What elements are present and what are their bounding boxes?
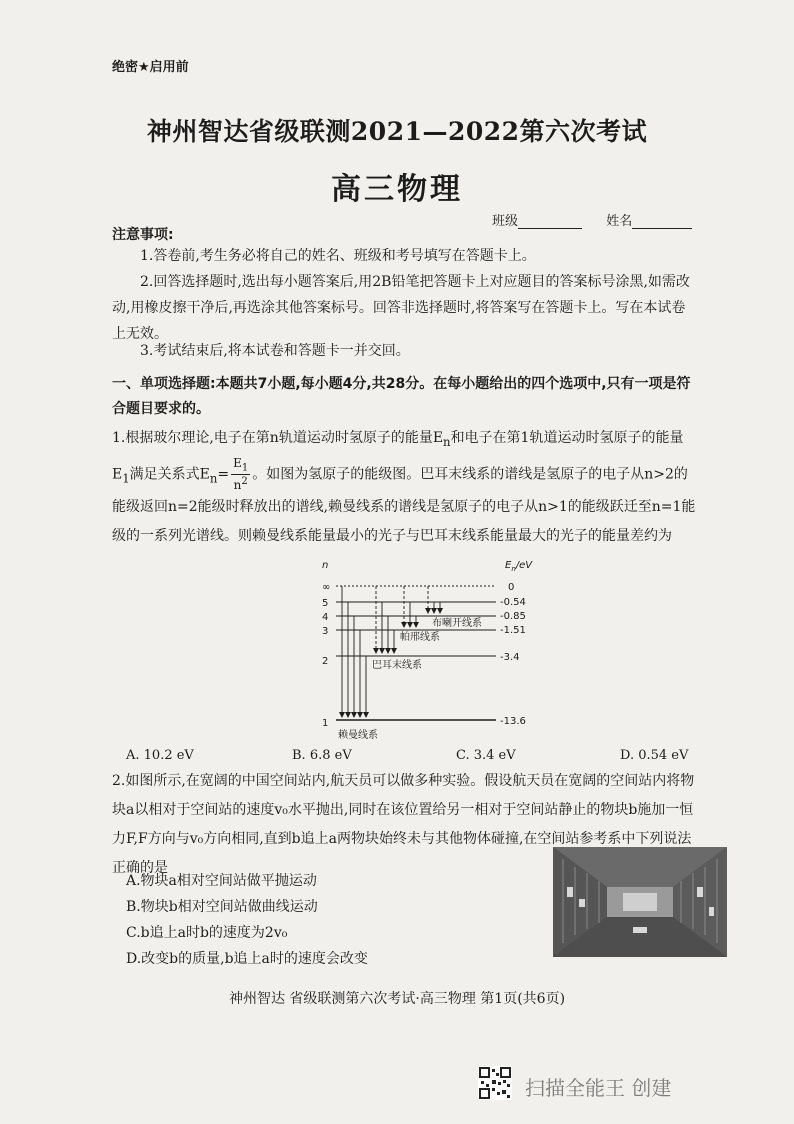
q1-frac-num-sub: 1 [241,462,249,474]
level-e-4: -0.85 [500,611,526,622]
notice-item-2: 2.回答选择题时,选出每小题答案后,用2B铅笔把答题卡上对应题目的答案标号涂黑,如需改动,用橡皮擦干净后,再选涂其他答案标号。回答非选择题时,将答案写在答题卡上。写在本试卷上无效。 [112,274,690,342]
level-n-1: 1 [322,718,329,729]
level-n-3: 3 [322,626,329,637]
q1-sub-c: n [209,471,218,486]
q2-option-a: A.物块a相对空间站做平抛运动 [126,873,317,889]
q1-option-a: A. 10.2 eV [126,748,194,763]
notice-title: 注意事项: [112,227,174,243]
exam-title: 神州智达省级联测2021—2022第六次考试 [146,117,648,146]
q1-frac-den: n [233,478,242,493]
confidential-label: 绝密★启用前 [112,60,189,75]
q1-frac-den-sup: 2 [241,476,248,488]
notice-item-3: 3.考试结束后,将本试卷和答题卡一并交回。 [140,343,410,359]
level-n-5: 5 [322,598,329,609]
page-footer: 神州智达 省级联测第六次考试·高三物理 第1页(共6页) [228,991,566,1007]
q2-option-c: C.b追上a时b的速度为2v₀ [126,925,288,941]
label-lyman: 赖曼线系 [338,730,378,741]
q2-option-b: B.物块b相对空间站做曲线运动 [126,899,318,915]
scanner-watermark: 扫描全能王 创建 [525,1076,672,1100]
subject-title: 高三物理 [331,172,463,207]
label-balmer: 巴耳末线系 [372,660,422,671]
question-2-stem: 2.如图所示,在宽阔的中国空间站内,航天员可以做多种实验。假设航天员在宽阔的空间站内将物块a以相对于空间站的速度v₀水平抛出,同时在该位置给另一相对于空间站静止的物块b施加一恒力F,F方向与v₀方向相同,直到b追上a两物块始终未与其他物体碰撞,在空间站参考系中下列说法正确的是 [112,773,695,876]
q1-text-d: = [217,466,230,483]
q2-options [126,868,368,972]
section-heading: 一、单项选择题:本题共7小题,每小题4分,共28分。在每小题给出的四个选项中,只有一项是符合题目要求的。 [112,376,691,417]
q1-text-a: 1.根据玻尔理论,电子在第n轨道运动时氢原子的能量E [112,430,444,446]
name-blank [632,214,692,229]
transition-arrows [342,586,440,716]
q1-option-c: C. 3.4 eV [456,748,516,763]
class-blank [518,214,582,229]
label-brackett: 布喇开线系 [432,618,482,629]
level-e-inf: 0 [508,582,515,593]
notice-item-1: 1.答卷前,考生务必将自己的姓名、班级和考号填写在答题卡上。 [140,248,536,264]
level-n-4: 4 [322,612,329,623]
label-paschen: 帕邢线系 [400,632,440,643]
level-e-5: -0.54 [500,597,526,608]
q1-sub-b: 1 [122,471,130,486]
name-label: 姓名 [606,214,633,229]
question-1-stem [112,424,698,551]
level-e-2: -3.4 [500,652,520,663]
diagram-n-header: n [322,560,329,571]
level-e-3: -1.51 [500,625,526,636]
q1-option-d: D. 0.54 eV [620,748,689,763]
diagram-e-header: $E_n/eV$ [505,560,533,573]
qr-code-icon [478,1066,512,1100]
q1-frac-num: E [233,455,242,470]
q1-text-c: 满足关系式E [129,466,210,483]
q1-text-e: 。如图为氢原子的能级图。巴耳末线系的谱线是氢原子的电子从n>2的能级返回n=2能级时释放出的谱线,赖曼线系的谱线是氢原子的电子从n>1的能级跃迁至n=1能级的一系列光谱线。则赖曼线系能量最小的光子与巴耳末线系能量最大的光子的能量差约为 [112,466,696,545]
student-info [492,210,692,229]
level-n-2: 2 [322,656,329,667]
level-e-1: -13.6 [500,716,526,727]
space-station-photo [553,847,727,957]
q1-option-b: B. 6.8 eV [292,748,352,763]
q1-sub-a: n [443,434,451,449]
class-label: 班级 [492,214,519,229]
q1-fraction [231,457,250,492]
level-n-inf: ∞ [322,582,331,593]
q1-text-b: 和电子在第1轨道运动时氢原子的能量E [112,430,684,483]
energy-level-diagram [300,556,533,746]
q2-option-d: D.改变b的质量,b追上a时的速度会改变 [126,951,368,967]
